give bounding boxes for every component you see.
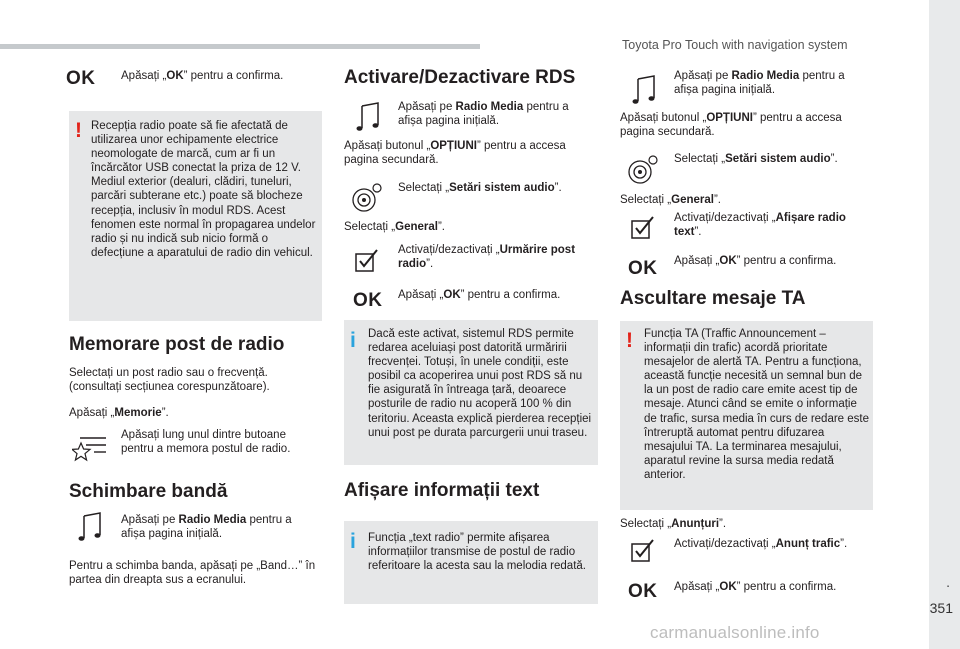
memo-title: Memorare post de radio xyxy=(69,334,285,355)
warning-icon: ! xyxy=(75,119,82,142)
rds-options: Apăsați butonul „OPȚIUNI” pentru a accesa pagina secundară. xyxy=(344,140,566,167)
ta-announce: Selectați „Anunțuri”. xyxy=(620,518,727,530)
checkbox-icon xyxy=(631,216,655,240)
watermark: carmanualsonline.info xyxy=(650,623,820,642)
warning-box xyxy=(69,111,322,321)
header-bar xyxy=(0,44,480,49)
warning-icon: ! xyxy=(626,329,633,352)
ta-warning-text: Funcția TA (Traffic Announcement – informații din trafic) acordă prioritate mesajelor de alertă TA. Pentru a funcționa, această funcție necesită un semnal bun de la un post de radio care emite acest tip de mesaje. Atunci când se emite o informație de trafic, sursa media în curs de redare este întreruptă automat pentru difuzarea mesajului TA. La terminarea mesajului, aparatul revine la sursa media redată anterior. xyxy=(644,328,869,481)
memo-text: Selectați un post radio sau o frecvență. (consultați secțiunea corespunzătoare). xyxy=(69,367,270,394)
ta-toggle2: Activați/dezactivați „Anunț trafic”. xyxy=(674,538,848,550)
audio-settings-icon xyxy=(350,182,386,214)
checkbox-icon xyxy=(355,249,379,273)
music-note-icon xyxy=(356,102,380,132)
ok-icon: OK xyxy=(66,68,96,89)
ta-ok-confirm: Apăsați „OK” pentru a confirma. xyxy=(674,255,837,267)
info-icon: i xyxy=(350,329,356,352)
text-info: Funcția „text radio” permite afișarea informațiilor transmise de postul de radio referitoare la acesta sau la melodia redată. xyxy=(368,532,586,573)
info-box xyxy=(344,521,598,604)
rds-settings: Selectați „Setări sistem audio”. xyxy=(398,182,562,194)
text-title: Afișare informații text xyxy=(344,480,540,501)
warning-text: Recepția radio poate să fie afectată de utilizarea unor echipamente electrice neomologate de marcă, cum ar fi un încărcător USB conectat la priza de 12 V. Mediul exterior (dealuri, clădiri, tuneluri, parcări subterane etc.) poate să blocheze recepția, inclusiv în modul RDS. Acest fenomen este normal în propagarea undelor radio și nu indică sub nicio formă o defecțiune a aparatului de radio din vehicul. xyxy=(91,120,316,259)
header-title: Toyota Pro Touch with navigation system xyxy=(622,38,848,52)
ok-icon: OK xyxy=(353,290,383,311)
music-note-icon xyxy=(78,512,102,542)
band-press-text: Apăsați pe Radio Media pentru a afișa pagina inițială. xyxy=(121,514,292,541)
memo-long-text: Apăsați lung unul dintre butoane pentru a memora postul de radio. xyxy=(121,429,291,456)
info-box xyxy=(344,320,598,465)
ok-icon: OK xyxy=(628,258,658,279)
info-icon: i xyxy=(350,530,356,553)
info-text: Dacă este activat, sistemul RDS permite redarea aceluiași post datorită urmăririi frecvenței. Totuși, în unele condiții, este posibil ca acoperirea unui post RDS să nu fie asigurată în întreaga țară, deoarece posturile de radio nu acoperă 100 % din teritoriu. Aceasta explică pierderea recepției unui post pe durata parcurgerii unui traseu. xyxy=(368,328,592,439)
audio-settings-icon xyxy=(626,154,662,186)
warning-box xyxy=(620,321,873,510)
ta-general: Selectați „General”. xyxy=(620,194,721,206)
ok-icon: OK xyxy=(628,581,658,602)
page-dot: . xyxy=(946,574,950,590)
rds-toggle: Activați/dezactivați „Urmărire post radio”. xyxy=(398,244,576,271)
star-list-icon xyxy=(72,434,110,464)
band-text: Pentru a schimba banda, apăsați pe „Band…” în partea din dreapta sus a ecranului. xyxy=(69,560,316,587)
ta-ok-confirm2: Apăsați „OK” pentru a confirma. xyxy=(674,581,837,593)
ta-title: Ascultare mesaje TA xyxy=(620,288,806,309)
ta-toggle: Activați/dezactivați „Afișare radio text”. xyxy=(674,212,846,239)
music-note-icon xyxy=(632,75,656,105)
page-number: 351 xyxy=(929,600,953,616)
ta-options: Apăsați butonul „OPȚIUNI” pentru a accesa pagina secundară. xyxy=(620,112,842,139)
page-sidebar xyxy=(929,0,960,649)
memo-press: Apăsați „Memorie”. xyxy=(69,407,169,419)
rds-ok-confirm: Apăsați „OK” pentru a confirma. xyxy=(398,289,561,301)
ok-confirm-text: Apăsați „OK” pentru a confirma. xyxy=(121,70,284,82)
rds-press-radio: Apăsați pe Radio Media pentru a afișa pagina inițială. xyxy=(398,101,569,128)
rds-title: Activare/Dezactivare RDS xyxy=(344,67,576,88)
band-title: Schimbare bandă xyxy=(69,481,228,502)
rds-general: Selectați „General”. xyxy=(344,221,445,233)
ta-settings: Selectați „Setări sistem audio”. xyxy=(674,153,838,165)
checkbox-icon xyxy=(631,539,655,563)
ta-press-radio: Apăsați pe Radio Media pentru a afișa pagina inițială. xyxy=(674,70,845,97)
